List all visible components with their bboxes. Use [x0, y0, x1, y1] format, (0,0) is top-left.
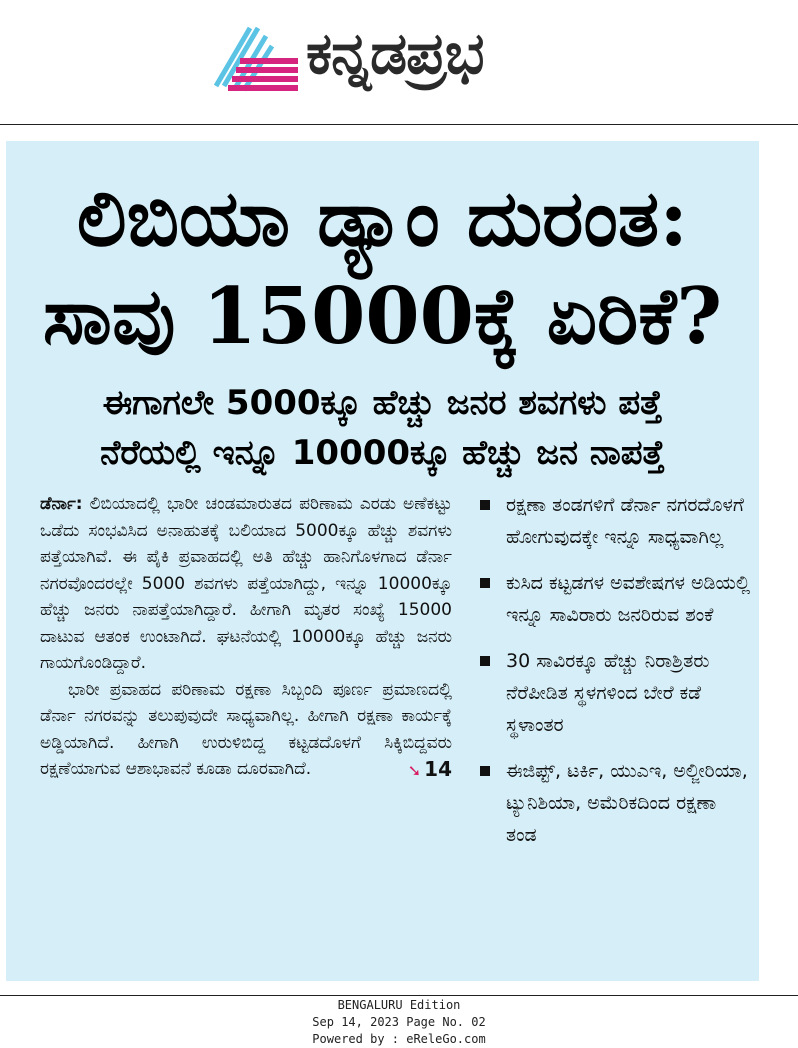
highlight-item: ಈಜಿಪ್ಟ್, ಟರ್ಕಿ, ಯುಎಇ, ಅಲ್ಜೀರಿಯಾ, ಟ್ಯುನಿಶಿಯಾ, ಅಮೆರಿಕದಿಂದ ರಕ್ಷಣಾ ತಂಡ [480, 755, 752, 851]
headline-line-2: ಸಾವು 15000ಕ್ಕೆ ಏರಿಕೆ? [42, 271, 723, 362]
bullet-square-icon [480, 578, 490, 588]
headline-line-1: ಲಿಬಿಯಾ ಡ್ಯಾಂ ದುರಂತ: [76, 173, 689, 264]
top-divider [0, 124, 798, 125]
arrow-icon: ➘ [407, 761, 422, 780]
footer-powered-by[interactable]: Powered by : eReleGo.com [312, 1032, 486, 1046]
footer [0, 997, 798, 1048]
jump-page-number: 14 [424, 757, 452, 781]
logo-triangle-icon [210, 14, 302, 92]
bullet-square-icon [480, 766, 490, 776]
bullet-square-icon [480, 500, 490, 510]
paragraph-2 [40, 677, 452, 783]
highlight-item: ಕುಸಿದ ಕಟ್ಟಡಗಳ ಅವಶೇಷಗಳ ಅಡಿಯಲ್ಲಿ ಇನ್ನೂ ಸಾವಿರಾರು ಜನರಿರುವ ಶಂಕೆ [480, 567, 752, 631]
logo-wordmark: ಕನ್ನಡಪ್ರಭ [306, 19, 484, 87]
highlight-item: ರಕ್ಷಣಾ ತಂಡಗಳಿಗೆ ಡೆರ್ನಾ ನಗರದೊಳಗೆ ಹೋಗುವುದಕ್ಕೇ ಇನ್ನೂ ಸಾಧ್ಯವಾಗಿಲ್ಲ [480, 489, 752, 553]
paragraph-1-text: ಲಿಬಿಯಾದಲ್ಲಿ ಭಾರೀ ಚಂಡಮಾರುತದ ಪರಿಣಾಮ ಎರಡು ಅಣೆಕಟ್ಟು ಒಡೆದು ಸಂಭವಿಸಿದ ಅನಾಹುತಕ್ಕೆ ಬಲಿಯಾದ 5000ಕ್ಕೂ ಹೆಚ್ಚು ಶವಗಳು ಪತ್ತೆಯಾಗಿವೆ. ಈ ಪೈಕಿ ಪ್ರವಾಹದಲ್ಲಿ ಅತಿ ಹೆಚ್ಚು ಹಾನಿಗೊಳಗಾದ ಡೆರ್ನಾ ನಗರವೊಂದರಲ್ಲೇ 5000 ಶವಗಳು ಪತ್ತೆಯಾಗಿದ್ದು, ಇನ್ನೂ 10000ಕ್ಕೂ ಹೆಚ್ಚು ಜನರು ನಾಪತ್ತೆಯಾಗಿದ್ದಾರೆ. ಹೀಗಾಗಿ ಮೃತರ ಸಂಖ್ಯೆ 15000 ದಾಟುವ ಆತಂಕ ಉಂಟಾಗಿದೆ. ಘಟನೆಯಲ್ಲಿ 10000ಕ್ಕೂ ಹೆಚ್ಚು ಜನರು ಗಾಯಗೊಂಡಿದ್ದಾರೆ. [40, 494, 452, 673]
masthead [0, 0, 798, 124]
article-panel [6, 141, 759, 981]
bottom-divider [0, 995, 798, 996]
highlight-item: 30 ಸಾವಿರಕ್ಕೂ ಹೆಚ್ಚು ನಿರಾಶ್ರಿತರು ನೆರೆಪೀಡಿತ ಸ್ಥಳಗಳಿಂದ ಬೇರೆ ಕಡೆ ಸ್ಥಳಾಂತರ [480, 645, 752, 741]
continued-on-page[interactable] [380, 756, 452, 785]
highlights-list [480, 489, 752, 865]
dateline: ಡೆರ್ನಾ: [40, 494, 83, 514]
footer-edition: BENGALURU Edition [337, 998, 461, 1012]
paragraph-2-text: ಭಾರೀ ಪ್ರವಾಹದ ಪರಿಣಾಮ ರಕ್ಷಣಾ ಸಿಬ್ಬಂದಿ ಪೂರ್ಣ ಪ್ರಮಾಣದಲ್ಲಿ ಡೆರ್ನಾ ನಗರವನ್ನು ತಲುಪುವುದೇ ಸಾಧ್ಯವಾಗಿಲ್ಲ. ಹೀಗಾಗಿ ರಕ್ಷಣಾ ಕಾರ್ಯಕ್ಕೆ ಅಡ್ಡಿಯಾಗಿದೆ. ಹೀಗಾಗಿ ಉರುಳಿಬಿದ್ದ ಕಟ್ಟಡದೊಳಗೆ ಸಿಕ್ಕಿಬಿದ್ದವರು ರಕ್ಷಣೆಯಾಗುವ ಆಶಾಭಾವನೆ ಕೂಡಾ ದೂರವಾಗಿದೆ. [40, 679, 452, 779]
subheadline-line-1: ಈಗಾಗಲೇ 5000ಕ್ಕೂ ಹೆಚ್ಚು ಜನರ ಶವಗಳು ಪತ್ತೆ [102, 383, 663, 423]
bullet-square-icon [480, 656, 490, 666]
article-body [40, 491, 452, 785]
footer-date-page: Sep 14, 2023 Page No. 02 [312, 1015, 486, 1029]
subheadline-line-2: ನೆರೆಯಲ್ಲಿ ಇನ್ನೂ 10000ಕ್ಕೂ ಹೆಚ್ಚು ಜನ ನಾಪತ್ತೆ [100, 433, 665, 473]
paragraph-1 [40, 491, 452, 677]
